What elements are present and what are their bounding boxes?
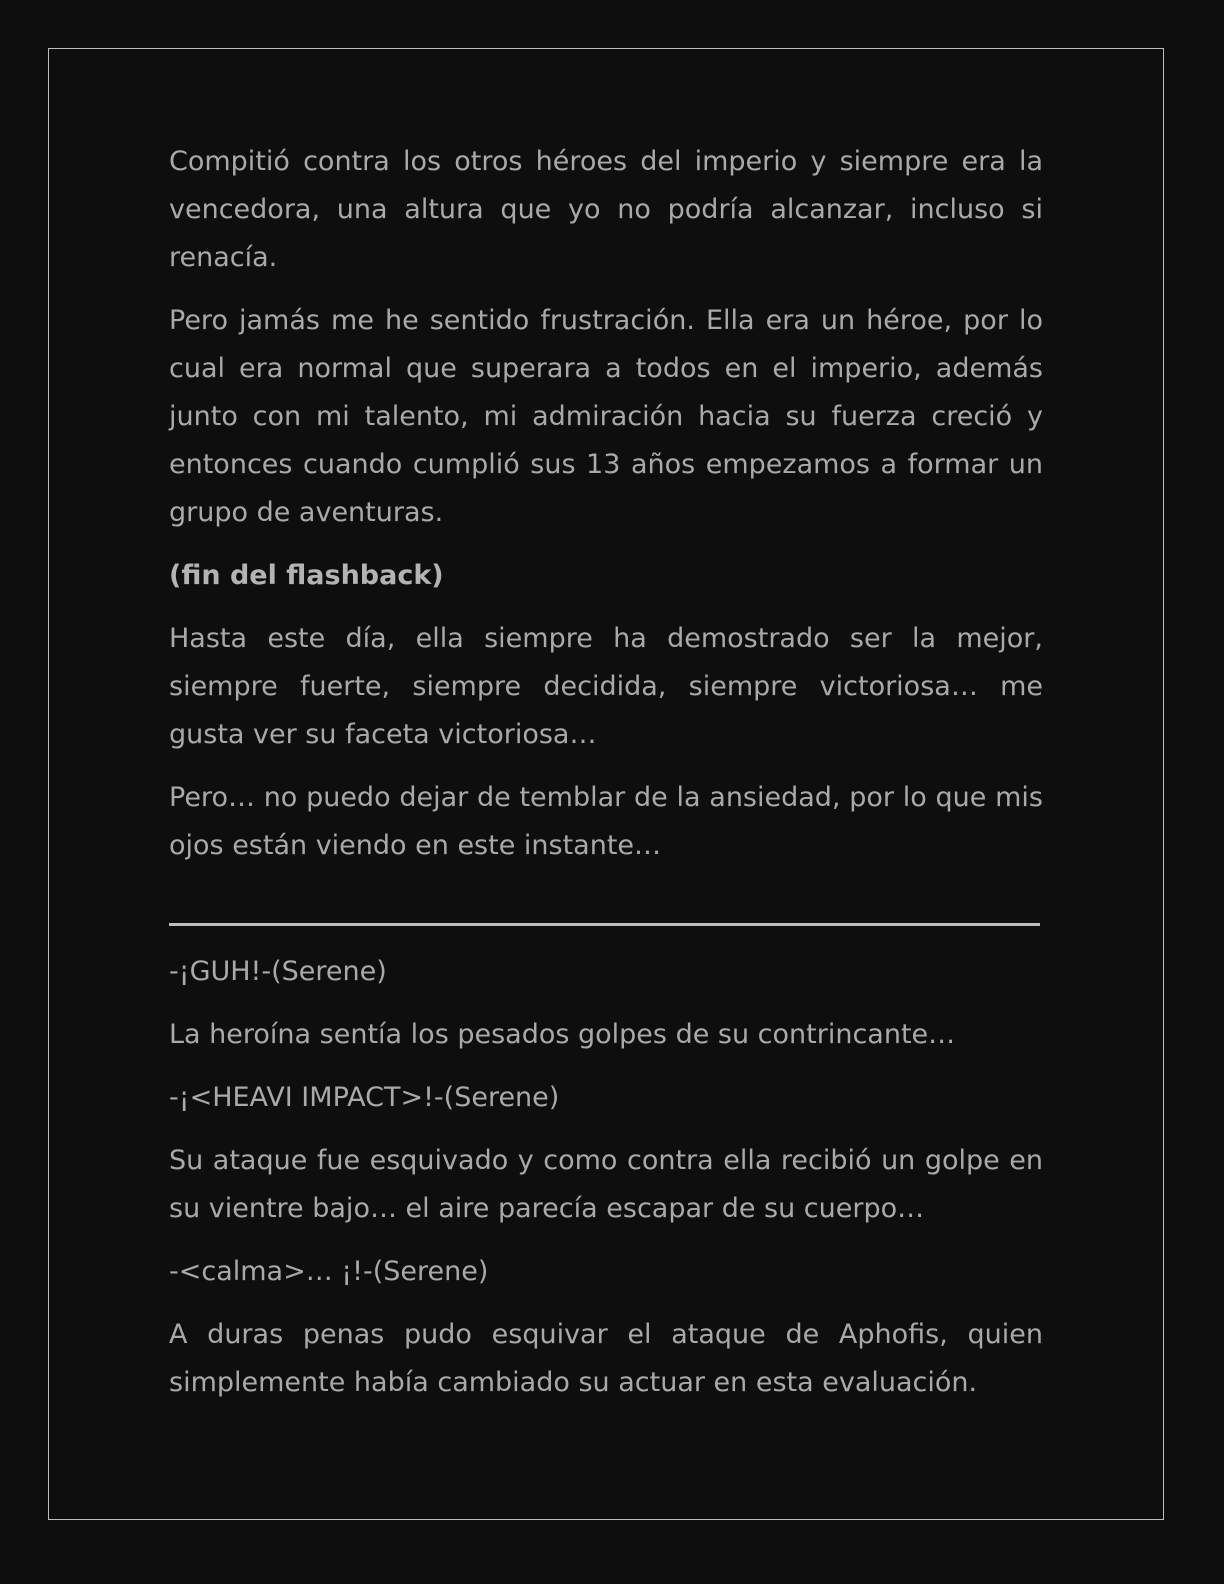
dialogue-line: -¡GUH!-(Serene) (169, 956, 387, 987)
paragraph: Compitió contra los otros héroes del imperio y siempre era la vencedora, una altura que yo no podría alcanzar, incluso si renacía. (169, 146, 1043, 273)
paragraph: Pero… no puedo dejar de temblar de la ansiedad, por lo que mis ojos están viendo en este instante… (169, 782, 1043, 861)
dialogue-line: -<calma>… ¡!-(Serene) (169, 1256, 489, 1287)
paragraph: A duras penas pudo esquivar el ataque de Aphofis, quien simplemente había cambiado su actuar en esta evaluación. (169, 1319, 1043, 1398)
document-body (169, 138, 1043, 1422)
paragraph: Pero jamás me he sentido frustración. Ella era un héroe, por lo cual era normal que superara a todos en el imperio, además junto con mi talento, mi admiración hacia su fuerza creció y entonces cuando cumplió sus 13 años empezamos a formar un grupo de aventuras. (169, 305, 1043, 528)
dialogue-line: -¡<HEAVI IMPACT>!-(Serene) (169, 1082, 560, 1113)
paragraph: Hasta este día, ella siempre ha demostrado ser la mejor, siempre fuerte, siempre decidida, siempre victoriosa… me gusta ver su faceta victoriosa… (169, 623, 1043, 750)
flashback-end-heading: (fin del flashback) (169, 560, 444, 591)
paragraph: La heroína sentía los pesados golpes de su contrincante… (169, 1019, 956, 1050)
section-divider (169, 923, 1040, 926)
paragraph: Su ataque fue esquivado y como contra ella recibió un golpe en su vientre bajo… el aire parecía escapar de su cuerpo… (169, 1145, 1043, 1224)
